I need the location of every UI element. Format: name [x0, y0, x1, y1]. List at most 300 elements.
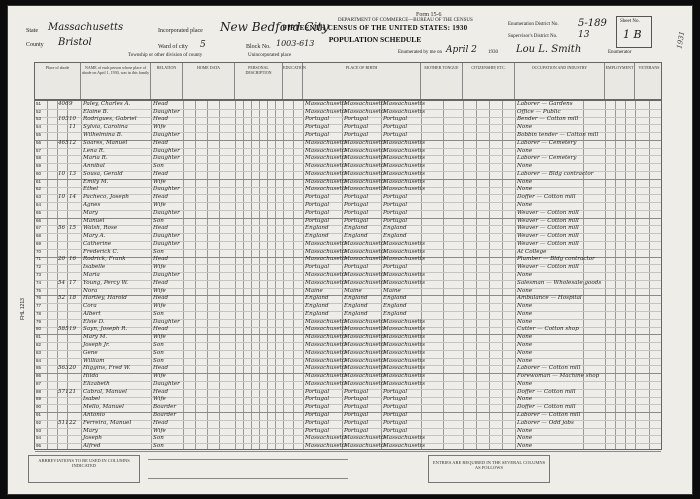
row-line-number: 82 — [36, 342, 42, 347]
row-person-name: Isabelle — [83, 264, 106, 271]
row-person-name: William — [83, 357, 105, 364]
row-line-number: 74 — [36, 279, 42, 285]
footer-abbrev-box — [28, 455, 140, 483]
row-birthplace-father: Massachusetts — [344, 279, 387, 286]
block-value: 1003-613 — [276, 39, 315, 48]
row-line-number: 76 — [36, 295, 42, 301]
row-line-number: 75 — [36, 287, 42, 293]
row-birthplace-father: Massachusetts — [344, 365, 387, 372]
row-occupation: Laborer — Cemetery — [517, 139, 577, 146]
row-family-number: 10 — [69, 116, 77, 123]
row-person-name: Joseph Jr. — [83, 342, 110, 348]
row-birthplace-father: Massachusetts — [344, 170, 387, 177]
row-occupation: Weaver — Cotton mill — [517, 240, 579, 247]
row-birthplace-father: Massachusetts — [344, 334, 387, 341]
row-person-name: Ferreira, Manuel — [83, 419, 132, 426]
row-birthplace-mother: Portugal — [383, 404, 408, 411]
row-occupation: None — [517, 186, 533, 193]
row-relation: Daughter — [153, 186, 180, 193]
row-person-name: Manuel — [83, 217, 105, 224]
row-birthplace-father: England — [344, 310, 368, 317]
row-dwelling-number: 10 — [58, 194, 66, 201]
row-birthplace-mother: Maine — [383, 287, 401, 294]
row-birthplace-person: Massachusetts — [305, 342, 348, 348]
row-birthplace-person: Massachusetts — [305, 279, 348, 286]
row-relation: Head — [153, 100, 169, 107]
row-line-number: 52 — [36, 108, 42, 114]
row-line-number: 85 — [36, 365, 42, 371]
row-occupation: None — [517, 342, 533, 348]
col-name: NAME of each person whose place of abode on April 1, 1930, was in this family — [81, 63, 151, 99]
row-person-name: Sylvia, Carolina — [83, 124, 128, 131]
row-occupation: Laborer — Bldg contractor — [517, 170, 594, 177]
row-occupation: None — [517, 287, 533, 294]
row-birthplace-person: Massachusetts — [305, 365, 348, 372]
row-occupation: None — [517, 163, 533, 170]
row-relation: Wife — [153, 124, 166, 131]
row-birthplace-father: England — [344, 295, 368, 302]
row-relation: Head — [153, 326, 169, 333]
row-line-number: 84 — [36, 357, 42, 363]
row-occupation: Doffer — Cotton mill — [517, 388, 576, 395]
row-birthplace-father: Maine — [344, 287, 362, 294]
row-line-number: 60 — [36, 170, 42, 176]
row-person-name: Ethel — [83, 186, 99, 193]
row-birthplace-person: Portugal — [305, 116, 330, 123]
row-birthplace-person: Portugal — [305, 132, 330, 138]
row-relation: Daughter — [153, 380, 180, 387]
row-birthplace-mother: Massachusetts — [383, 349, 426, 356]
row-person-name: Soares, Manuel — [83, 139, 128, 146]
schedule-subtitle: POPULATION SCHEDULE — [328, 35, 422, 44]
row-birthplace-father: England — [344, 225, 368, 232]
row-relation: Son — [153, 357, 164, 364]
place-value: New Bedford City — [220, 20, 329, 34]
row-line-number: 93 — [36, 427, 42, 433]
row-line-number: 61 — [36, 178, 42, 184]
row-birthplace-person: England — [305, 233, 329, 240]
row-birthplace-person: Massachusetts — [305, 349, 348, 356]
row-birthplace-mother: Massachusetts — [383, 373, 426, 380]
row-birthplace-person: Massachusetts — [305, 147, 348, 154]
row-birthplace-father: Massachusetts — [344, 318, 387, 325]
date-label: Enumerated by me on — [398, 50, 443, 55]
row-occupation: None — [517, 396, 533, 403]
row-relation: Daughter — [153, 209, 180, 216]
col-abode: Place of abode — [35, 63, 81, 99]
row-occupation: Weaver — Cotton mill — [517, 225, 579, 232]
township-label: Township or other division of county — [128, 53, 203, 58]
enumerator-value: Lou L. Smith — [516, 44, 582, 55]
col-education: EDUCATION — [283, 63, 303, 99]
row-dwelling-number: 20 — [58, 256, 66, 263]
row-birthplace-mother: Massachusetts — [383, 100, 426, 107]
row-occupation: None — [517, 124, 533, 131]
row-line-number: 71 — [36, 256, 42, 262]
row-birthplace-father: Massachusetts — [344, 380, 387, 387]
county-label: County — [26, 42, 44, 48]
row-birthplace-father: Portugal — [344, 202, 369, 208]
row-birthplace-mother: Massachusetts — [383, 435, 426, 442]
row-dwelling-number: 52 — [58, 295, 66, 302]
row-birthplace-father: Portugal — [344, 132, 369, 138]
row-line-number: 79 — [36, 318, 42, 324]
row-line-number: 56 — [36, 139, 42, 145]
row-occupation: None — [517, 349, 533, 356]
row-family-number: 15 — [69, 225, 77, 232]
row-birthplace-person: Massachusetts — [305, 170, 348, 177]
row-birthplace-father: Portugal — [344, 116, 369, 123]
row-relation: Wife — [153, 334, 166, 341]
block-label: Block No. — [246, 44, 271, 50]
row-person-name: Nora — [83, 287, 98, 294]
row-birthplace-mother: Portugal — [383, 396, 408, 403]
sheet-box — [616, 16, 652, 48]
row-birthplace-mother: England — [383, 225, 407, 232]
row-birthplace-mother: England — [383, 295, 407, 302]
row-birthplace-person: Massachusetts — [305, 100, 348, 107]
row-birthplace-person: Portugal — [305, 194, 330, 201]
row-birthplace-person: Portugal — [305, 388, 330, 395]
footer-right-note: ENTRIES ARE REQUIRED IN THE SEVERAL COLUMNS AS FOLLOWS — [432, 460, 546, 470]
row-line-number: 58 — [36, 155, 42, 161]
row-birthplace-mother: Massachusetts — [383, 155, 426, 162]
row-birthplace-mother: Massachusetts — [383, 240, 426, 247]
row-birthplace-father: Massachusetts — [344, 155, 387, 162]
row-person-name: Mary — [83, 209, 98, 216]
year-value: 1930 — [488, 50, 498, 55]
row-person-name: Paley, Charles A. — [83, 100, 131, 107]
row-occupation: None — [517, 310, 533, 317]
row-family-number: 22 — [69, 419, 77, 426]
row-birthplace-mother: Massachusetts — [383, 380, 426, 387]
row-family-number: 11 — [69, 124, 77, 131]
row-person-name: Joseph — [83, 435, 102, 442]
row-occupation: Laborer — Cemetery — [517, 155, 577, 162]
row-relation: Head — [153, 256, 169, 263]
row-birthplace-person: England — [305, 295, 329, 302]
row-person-name: Maria R. — [83, 155, 108, 162]
col-tongue: MOTHER TONGUE — [421, 63, 463, 99]
row-birthplace-person: Portugal — [305, 209, 330, 216]
row-line-number: 77 — [36, 303, 42, 309]
row-birthplace-father: Massachusetts — [344, 342, 387, 348]
enumerator-label: Enumerator — [608, 50, 632, 55]
row-occupation: None — [517, 435, 533, 442]
row-person-name: Hilda — [83, 373, 99, 380]
row-relation: Daughter — [153, 108, 180, 115]
row-birthplace-father: Massachusetts — [344, 256, 387, 263]
row-relation: Wife — [153, 427, 166, 434]
row-birthplace-mother: Massachusetts — [383, 186, 426, 193]
row-relation: Head — [153, 279, 169, 286]
row-dwelling-number: 511 — [58, 419, 69, 426]
row-occupation: None — [517, 427, 533, 434]
row-line-number: 86 — [36, 373, 42, 379]
row-family-number: 20 — [69, 365, 77, 372]
row-line-number: 70 — [36, 248, 42, 254]
row-birthplace-person: Portugal — [305, 217, 330, 224]
row-person-name: Wilhelmina B. — [83, 132, 123, 138]
state-value: Massachusetts — [48, 22, 124, 33]
row-birthplace-mother: Massachusetts — [383, 170, 426, 177]
census-sheet — [8, 6, 692, 494]
row-relation: Daughter — [153, 240, 180, 247]
row-relation: Wife — [153, 202, 166, 208]
row-birthplace-mother: Portugal — [383, 419, 408, 426]
census-grid — [34, 62, 662, 450]
row-person-name: Elsie D. — [83, 318, 105, 325]
row-person-name: Elizabeth — [83, 380, 110, 387]
row-birthplace-mother: Portugal — [383, 132, 408, 138]
row-occupation: Laborer — Cotton mill — [517, 412, 581, 418]
row-birthplace-person: Massachusetts — [305, 334, 348, 341]
row-relation: Head — [153, 388, 169, 395]
row-dwelling-number: 406 — [58, 100, 69, 107]
row-occupation: Laborer — Odd jobs — [517, 419, 574, 426]
row-relation: Head — [153, 194, 169, 201]
row-dwelling-number: 585 — [58, 326, 69, 333]
row-occupation: Office — Public — [517, 108, 561, 115]
row-birthplace-mother: Massachusetts — [383, 108, 426, 115]
row-birthplace-father: Massachusetts — [344, 100, 387, 107]
row-birthplace-mother: Portugal — [383, 217, 408, 224]
row-dwelling-number: 56 — [58, 225, 66, 232]
row-occupation: None — [517, 147, 533, 154]
row-family-number: 21 — [69, 388, 77, 395]
row-line-number: 83 — [36, 349, 42, 355]
row-family-number: 9 — [69, 100, 73, 107]
row-birthplace-mother: Massachusetts — [383, 139, 426, 146]
row-relation: Son — [153, 310, 164, 317]
row-birthplace-person: Portugal — [305, 404, 330, 411]
row-birthplace-father: Portugal — [344, 396, 369, 403]
row-birthplace-father: Portugal — [344, 412, 369, 418]
row-person-name: Agnes — [83, 202, 101, 208]
row-relation: Wife — [153, 396, 166, 403]
row-birthplace-father: Portugal — [344, 217, 369, 224]
row-birthplace-mother: Portugal — [383, 412, 408, 418]
unincorporated-label: Unincorporated place — [248, 53, 292, 58]
row-birthplace-father: Portugal — [344, 427, 369, 434]
row-relation: Daughter — [153, 318, 180, 325]
row-person-name: Mello, Manuel — [83, 404, 124, 411]
row-birthplace-father: Portugal — [344, 264, 369, 271]
row-line-number: 63 — [36, 194, 42, 200]
row-person-name: Cora — [83, 303, 97, 310]
row-person-name: Lena R. — [83, 147, 105, 154]
row-occupation: None — [517, 202, 533, 208]
state-label: State — [26, 28, 38, 34]
row-occupation: None — [517, 272, 533, 278]
row-dwelling-number: 465 — [58, 139, 69, 146]
row-relation: Daughter — [153, 147, 180, 154]
supervisor-label: Supervisor's District No. — [508, 34, 558, 39]
row-occupation: None — [517, 334, 533, 341]
row-person-name: Annibal — [83, 163, 105, 170]
col-birth: PLACE OF BIRTH — [303, 63, 421, 99]
row-birthplace-mother: Massachusetts — [383, 365, 426, 372]
row-relation: Wife — [153, 264, 166, 271]
row-person-name: Higgins, Fred W. — [83, 365, 131, 372]
place-label: Incorporated place — [158, 28, 203, 34]
form-label: Form 15-6 — [416, 12, 442, 18]
col-citizenship: CITIZENSHIP, ETC. — [463, 63, 515, 99]
row-family-number: 18 — [69, 295, 77, 302]
row-relation: Wife — [153, 178, 166, 185]
row-birthplace-mother: England — [383, 233, 407, 240]
row-birthplace-father: Massachusetts — [344, 326, 387, 333]
row-birthplace-person: Portugal — [305, 427, 330, 434]
row-line-number: 89 — [36, 396, 42, 402]
row-line-number: 94 — [36, 435, 42, 441]
row-relation: Boarder — [153, 404, 177, 411]
row-occupation: None — [517, 357, 533, 364]
row-person-name: Rodrick, Frank — [83, 256, 126, 263]
row-relation: Wife — [153, 373, 166, 380]
row-occupation: At College — [517, 248, 547, 255]
row-birthplace-person: Portugal — [305, 412, 330, 418]
row-birthplace-mother: Massachusetts — [383, 342, 426, 348]
row-birthplace-mother: Portugal — [383, 264, 408, 271]
row-birthplace-father: Massachusetts — [344, 240, 387, 247]
row-birthplace-person: Maine — [305, 287, 323, 294]
col-employment: EMPLOYMENT — [605, 63, 635, 99]
row-birthplace-father: Massachusetts — [344, 178, 387, 185]
row-person-name: Emily M. — [83, 178, 109, 185]
row-birthplace-father: Portugal — [344, 404, 369, 411]
row-birthplace-person: Massachusetts — [305, 326, 348, 333]
row-birthplace-mother: Massachusetts — [383, 272, 426, 278]
row-birthplace-father: Massachusetts — [344, 147, 387, 154]
row-birthplace-father: Massachusetts — [344, 435, 387, 442]
col-personal: PERSONAL DESCRIPTION — [235, 63, 283, 99]
row-relation: Son — [153, 349, 164, 356]
row-birthplace-mother: Massachusetts — [383, 163, 426, 170]
row-dwelling-number: 571 — [58, 388, 69, 395]
row-occupation: Weaver — Cotton mill — [517, 264, 579, 271]
row-occupation: None — [517, 380, 533, 387]
row-birthplace-person: Portugal — [305, 396, 330, 403]
row-birthplace-mother: Portugal — [383, 209, 408, 216]
row-birthplace-person: Massachusetts — [305, 443, 348, 450]
row-birthplace-father: Massachusetts — [344, 163, 387, 170]
row-occupation: Plumber — Bldg contractor — [517, 256, 595, 263]
col-home-data: HOME DATA — [183, 63, 235, 99]
row-line-number: 87 — [36, 380, 42, 386]
row-person-name: Mary A. — [83, 233, 106, 240]
row-relation: Daughter — [153, 155, 180, 162]
row-occupation: None — [517, 303, 533, 310]
row-line-number: 51 — [36, 100, 42, 106]
row-line-number: 64 — [36, 202, 42, 207]
row-line-number: 68 — [36, 233, 42, 239]
row-relation: Daughter — [153, 272, 180, 278]
row-dwelling-number: 54 — [58, 279, 66, 286]
row-person-name: Sayn, Joseph R. — [83, 326, 128, 333]
row-family-number: 12 — [69, 139, 77, 146]
row-occupation: Forewoman — Machine shop — [517, 373, 600, 380]
row-relation: Head — [153, 139, 169, 146]
row-birthplace-person: Portugal — [305, 419, 330, 426]
row-birthplace-father: Massachusetts — [344, 443, 387, 450]
ward-value: 5 — [200, 40, 206, 50]
row-line-number: 92 — [36, 419, 42, 425]
row-relation: Head — [153, 170, 169, 177]
row-relation: Head — [153, 225, 169, 232]
row-birthplace-person: Portugal — [305, 124, 330, 131]
row-birthplace-mother: England — [383, 310, 407, 317]
row-birthplace-person: England — [305, 303, 329, 310]
schedule-title: FIFTEENTH CENSUS OF THE UNITED STATES: 1930 — [282, 24, 468, 32]
row-person-name: Elaine B. — [83, 108, 109, 115]
footer-entries-box — [428, 455, 550, 483]
row-birthplace-father: Massachusetts — [344, 373, 387, 380]
row-birthplace-mother: Massachusetts — [383, 147, 426, 154]
row-birthplace-mother: Massachusetts — [383, 279, 426, 286]
row-birthplace-mother: Massachusetts — [383, 256, 426, 263]
date-value: April 2 — [446, 45, 477, 55]
side-note: FHL 1213 — [19, 298, 26, 320]
data-rows — [34, 100, 662, 450]
row-birthplace-person: Massachusetts — [305, 139, 348, 146]
row-line-number: 62 — [36, 186, 42, 192]
row-person-name: Catherine — [83, 240, 112, 247]
row-birthplace-mother: England — [383, 303, 407, 310]
row-line-number: 53 — [36, 116, 42, 122]
row-birthplace-mother: Massachusetts — [383, 326, 426, 333]
row-person-name: Frederick C. — [83, 248, 119, 255]
row-line-number: 91 — [36, 412, 42, 417]
row-person-name: Antonio — [83, 412, 106, 418]
row-relation: Son — [153, 443, 164, 450]
col-occupation: OCCUPATION AND INDUSTRY — [515, 63, 605, 99]
row-line-number: 88 — [36, 388, 42, 394]
row-person-name: Albert — [83, 310, 101, 317]
row-person-name: Hartley, Harold — [83, 295, 127, 302]
row-birthplace-father: England — [344, 233, 368, 240]
supervisor-value: 13 — [578, 30, 590, 40]
row-occupation: Doffer — Cotton mill — [517, 404, 576, 411]
row-line-number: 55 — [36, 132, 42, 137]
grid-row-line — [35, 451, 661, 452]
county-value: Bristol — [58, 37, 92, 48]
row-person-name: Walsh, Rose — [83, 225, 118, 232]
row-person-name: Cabral, Manuel — [83, 388, 127, 395]
row-birthplace-father: Portugal — [344, 209, 369, 216]
row-occupation: Laborer — Cotton mill — [517, 365, 581, 372]
row-relation: Daughter — [153, 233, 180, 240]
row-birthplace-person: Massachusetts — [305, 155, 348, 162]
row-relation: Wife — [153, 303, 166, 310]
row-line-number: 81 — [36, 334, 42, 340]
row-birthplace-mother: Portugal — [383, 427, 408, 434]
row-line-number: 65 — [36, 209, 42, 215]
row-occupation: Weaver — Cotton mill — [517, 233, 579, 240]
row-family-number: 16 — [69, 256, 77, 263]
row-occupation: Salesman — Wholesale goods — [517, 279, 602, 286]
row-relation: Boarder — [153, 412, 177, 418]
row-birthplace-person: Portugal — [305, 202, 330, 208]
row-line-number: 80 — [36, 326, 42, 332]
row-birthplace-father: Massachusetts — [344, 139, 387, 146]
enum-district-label: Enumeration District No. — [508, 22, 559, 27]
row-birthplace-father: Massachusetts — [344, 108, 387, 115]
row-relation: Son — [153, 163, 164, 170]
column-headers — [34, 62, 662, 100]
row-person-name: Sousa, Gerald — [83, 170, 123, 177]
row-person-name: Isabel — [83, 396, 101, 403]
